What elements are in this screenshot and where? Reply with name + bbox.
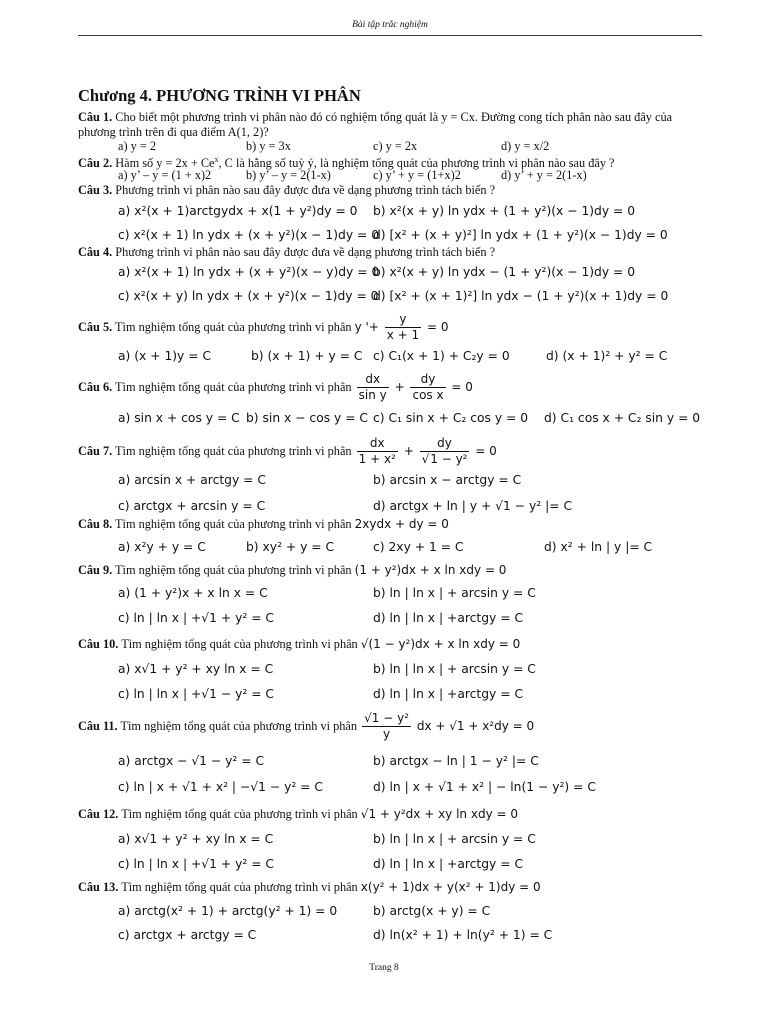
question-6-text: Tìm nghiệm tổng quát của phương trình vi phân <box>115 380 352 394</box>
q2-option-b: b) y’ – y = 2(1-x) <box>246 168 331 182</box>
page-header: Bài tập trắc nghiệm <box>352 20 428 30</box>
question-13-label: Câu 13. <box>78 880 119 894</box>
q11-eq-post: dx + √1 + x²dy = 0 <box>416 719 535 733</box>
page-number: Trang 8 <box>369 963 399 973</box>
q7-option-c: c) arctgx + arcsin y = C <box>118 499 266 513</box>
q6-option-d: d) C₁ cos x + C₂ sin y = 0 <box>544 411 701 425</box>
q7-fraction-1 <box>357 436 398 467</box>
q3-option-d: d) [x² + (x + y)²] ln ydx + (1 + y²)(x − 1)dy = 0 <box>373 228 668 242</box>
question-8-label: Câu 8. <box>78 517 113 531</box>
q10-option-b: b) ln | ln x | + arcsin y = C <box>373 662 536 676</box>
question-3-text: Phương trình vi phân nào sau đây được đưa về dạng phương trình tách biến ? <box>115 183 496 197</box>
q1-option-c: c) y = 2x <box>373 139 418 153</box>
q7-sqrt-sign: √ <box>421 452 430 466</box>
q6-eq-post: = 0 <box>451 380 473 394</box>
question-13-text: Tìm nghiệm tổng quát của phương trình vi phân <box>121 880 358 894</box>
q5-frac-den: x + 1 <box>386 328 420 342</box>
q5-eq-post: = 0 <box>427 320 449 334</box>
question-5-text: Tìm nghiệm tổng quát của phương trình vi phân <box>115 320 352 334</box>
q6-option-b: b) sin x − cos y = C <box>246 411 369 425</box>
question-1-label: Câu 1. <box>78 110 113 124</box>
question-11-text: Tìm nghiệm tổng quát của phương trình vi phân <box>120 719 358 733</box>
q5-option-c: c) C₁(x + 1) + C₂y = 0 <box>373 349 510 363</box>
question-7 <box>78 436 497 467</box>
question-13-equation: x(y² + 1)dx + y(x² + 1)dy = 0 <box>360 880 541 894</box>
q8-option-a: a) x²y + y = C <box>118 540 206 554</box>
question-9-text: Tìm nghiệm tổng quát của phương trình vi phân <box>115 563 352 577</box>
q9-option-d: d) ln | ln x | +arctgy = C <box>373 611 524 625</box>
q1-option-a: a) y = 2 <box>118 139 157 153</box>
question-2-text-post: , C là hằng số tuỳ ý, là nghiệm tổng quát của phương trình vi phân nào sau đây ? <box>218 156 615 171</box>
q3-option-b: b) x²(x + y) ln ydx + (1 + y²)(x − 1)dy = 0 <box>373 204 636 218</box>
q11-fraction <box>362 711 411 742</box>
question-10 <box>78 637 520 652</box>
q11-option-d: d) ln | x + √1 + x² | − ln(1 − y²) = C <box>373 780 596 794</box>
q2-option-a: a) y’ – y = (1 + x)2 <box>118 168 212 182</box>
question-11 <box>78 711 534 742</box>
q7-sqrt-radicand: 1 − y² <box>430 452 468 466</box>
q5-option-a: a) (x + 1)y = C <box>118 349 212 363</box>
question-5-equation <box>354 312 449 342</box>
q10-option-c: c) ln | ln x | +√1 − y² = C <box>118 687 274 701</box>
question-6 <box>78 372 473 403</box>
q6-frac2-num: dy <box>410 372 445 388</box>
q5-fraction <box>385 312 421 343</box>
q11-option-c: c) ln | x + √1 + x² | −√1 − y² = C <box>118 780 323 794</box>
question-2-text-sup: x <box>214 155 219 164</box>
q12-option-b: b) ln | ln x | + arcsin y = C <box>373 832 536 846</box>
q13-option-c: c) arctgx + arctgy = C <box>118 928 257 942</box>
q1-option-d: d) y = x/2 <box>501 139 550 153</box>
question-5 <box>78 312 449 343</box>
question-12-text: Tìm nghiệm tổng quát của phương trình vi phân <box>121 807 358 821</box>
q9-option-a: a) (1 + y²)x + x ln x = C <box>118 586 268 600</box>
q8-option-c: c) 2xy + 1 = C <box>373 540 464 554</box>
q2-option-c: c) y’ + y = (1+x)2 <box>373 168 461 182</box>
question-12-equation: √1 + y²dx + xy ln xdy = 0 <box>360 807 518 821</box>
question-7-equation <box>355 436 497 466</box>
question-12-label: Câu 12. <box>78 807 119 821</box>
q7-option-d: d) arctgx + ln | y + √1 − y² |= C <box>373 499 573 513</box>
q5-eq-pre: y '+ <box>354 320 379 334</box>
question-3 <box>78 183 495 198</box>
question-9-equation: (1 + y²)dx + x ln xdy = 0 <box>354 563 507 577</box>
q7-fraction-2 <box>420 436 470 467</box>
q4-option-c: c) x²(x + y) ln ydx + (x + y²)(x − 1)dy = 0 <box>118 289 379 303</box>
question-9 <box>78 563 506 578</box>
question-13 <box>78 880 541 895</box>
q6-eq-mid: + <box>394 380 405 394</box>
q10-option-a: a) x√1 + y² + xy ln x = C <box>118 662 274 676</box>
question-4-text: Phương trình vi phân nào sau đây được đưa về dạng phương trình tách biến ? <box>115 245 496 259</box>
q9-option-c: c) ln | ln x | +√1 + y² = C <box>118 611 274 625</box>
q7-frac1-num: dx <box>357 436 398 452</box>
question-9-label: Câu 9. <box>78 563 113 577</box>
question-1 <box>78 110 702 139</box>
q5-frac-num: y <box>385 312 421 328</box>
q11-option-b: b) arctgx − ln | 1 − y² |= C <box>373 754 539 768</box>
q13-option-d: d) ln(x² + 1) + ln(y² + 1) = C <box>373 928 553 942</box>
chapter-title: Chương 4. PHƯƠNG TRÌNH VI PHÂN <box>78 86 361 105</box>
q7-option-a: a) arcsin x + arctgy = C <box>118 473 266 487</box>
question-2-text-pre: Hàm số y = 2x + Ce <box>115 156 215 171</box>
q6-fraction-2 <box>410 372 445 403</box>
question-4-label: Câu 4. <box>78 245 113 259</box>
q7-frac2-num: dy <box>420 436 470 452</box>
q6-frac1-num: dx <box>357 372 389 388</box>
q8-option-b: b) xy² + y = C <box>246 540 335 554</box>
question-10-equation: √(1 − y²)dx + x ln xdy = 0 <box>360 637 521 651</box>
q2-option-d: d) y’ + y = 2(1-x) <box>501 168 587 182</box>
q7-option-b: b) arcsin x − arctgy = C <box>373 473 522 487</box>
q12-option-a: a) x√1 + y² + xy ln x = C <box>118 832 274 846</box>
q9-option-b: b) ln | ln x | + arcsin y = C <box>373 586 536 600</box>
q13-option-a: a) arctg(x² + 1) + arctg(y² + 1) = 0 <box>118 904 338 918</box>
q11-frac-den: y <box>383 727 391 741</box>
q11-option-a: a) arctgx − √1 − y² = C <box>118 754 265 768</box>
q8-option-d: d) x² + ln | y |= C <box>544 540 653 554</box>
q3-option-c: c) x²(x + 1) ln ydx + (x + y²)(x − 1)dy = 0 <box>118 228 380 242</box>
question-10-text: Tìm nghiệm tổng quát của phương trình vi phân <box>121 637 358 651</box>
q6-option-a: a) sin x + cos y = C <box>118 411 240 425</box>
question-3-label: Câu 3. <box>78 183 113 197</box>
question-1-text: Cho biết một phương trình vi phân nào đó có nghiệm tổng quát là y = Cx. Đường cong tích phân nào sau đây của phương trình trên đi qua điểm A(1, 2)? <box>78 110 673 139</box>
q7-eq-mid: + <box>403 444 414 458</box>
question-12 <box>78 807 518 822</box>
header-divider <box>78 35 702 36</box>
q5-option-b: b) (x + 1) + y = C <box>251 349 363 363</box>
q1-option-b: b) y = 3x <box>246 139 291 153</box>
q10-option-d: d) ln | ln x | +arctgy = C <box>373 687 524 701</box>
q11-frac-num: √1 − y² <box>364 711 409 725</box>
q6-fraction-1 <box>357 372 389 403</box>
q7-frac1-den: 1 + x² <box>358 452 396 466</box>
q6-frac1-den: sin y <box>358 388 387 402</box>
question-10-label: Câu 10. <box>78 637 119 651</box>
q4-option-d: d) [x² + (x + 1)²] ln ydx − (1 + y²)(x + 1)dy = 0 <box>373 289 669 303</box>
q3-option-a: a) x²(x + 1)arctgydx + x(1 + y²)dy = 0 <box>118 204 358 218</box>
q4-option-a: a) x²(x + 1) ln ydx + (x + y²)(x − y)dy = 0 <box>118 265 380 279</box>
q6-option-c: c) C₁ sin x + C₂ cos y = 0 <box>373 411 529 425</box>
q5-option-d: d) (x + 1)² + y² = C <box>546 349 668 363</box>
question-8 <box>78 517 449 532</box>
q4-option-b: b) x²(x + y) ln ydx − (1 + y²)(x − 1)dy = 0 <box>373 265 636 279</box>
question-6-equation <box>355 372 473 402</box>
question-7-text: Tìm nghiệm tổng quát của phương trình vi phân <box>115 444 352 458</box>
question-8-equation: 2xydx + dy = 0 <box>354 517 449 531</box>
question-7-label: Câu 7. <box>78 444 113 458</box>
q12-option-c: c) ln | ln x | +√1 + y² = C <box>118 857 274 871</box>
question-11-equation <box>360 711 535 741</box>
question-5-label: Câu 5. <box>78 320 113 334</box>
q13-option-b: b) arctg(x + y) = C <box>373 904 491 918</box>
q6-frac2-den: cos x <box>412 388 444 402</box>
question-11-label: Câu 11. <box>78 719 118 733</box>
question-2-label: Câu 2. <box>78 156 113 171</box>
question-6-label: Câu 6. <box>78 380 113 394</box>
question-8-text: Tìm nghiệm tổng quát của phương trình vi phân <box>115 517 352 531</box>
q12-option-d: d) ln | ln x | +arctgy = C <box>373 857 524 871</box>
question-4 <box>78 245 495 260</box>
q7-frac2-den <box>420 452 470 467</box>
q7-eq-post: = 0 <box>475 444 497 458</box>
